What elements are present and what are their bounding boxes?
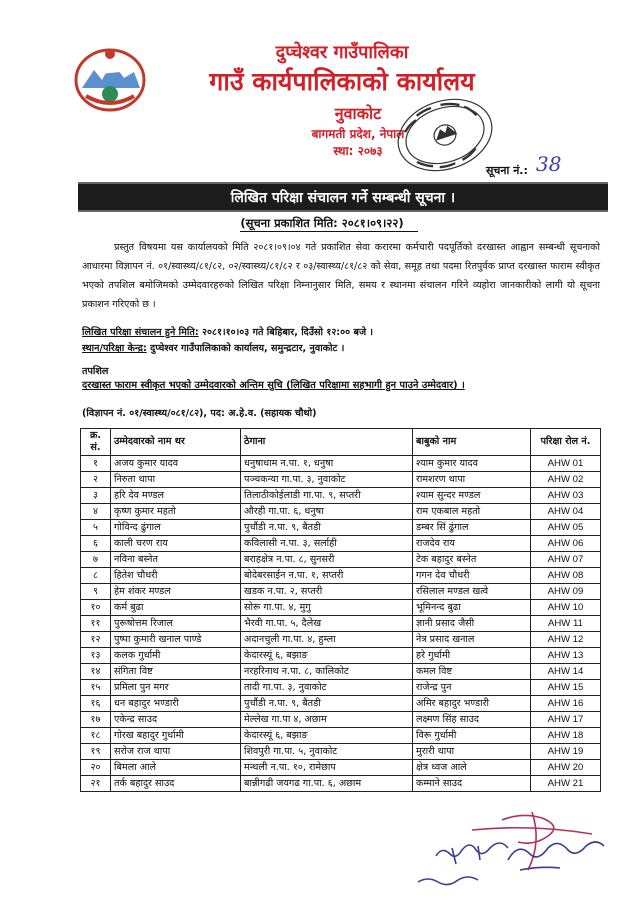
cell-father-name: श्याम सुन्दर मण्डल — [413, 488, 531, 504]
cell-name: हेम शंकर मण्डल — [111, 584, 241, 600]
office-seal-stamp — [390, 90, 500, 180]
cell-address: औरही गा.पा. ६, धनुषा — [241, 504, 413, 520]
cell-roll-number: AHW 14 — [531, 664, 601, 680]
table-row — [81, 456, 601, 472]
cell-name: कलक गुर्धामी — [111, 648, 241, 664]
table-row — [81, 648, 601, 664]
cell-father-name: कमल विष्ट — [413, 664, 531, 680]
advertisement-line: (विज्ञापन नं. ०१/स्वास्थ्य/०८१/८२), पद: अ.हे.व. (सहायक चौथो) — [82, 408, 317, 419]
table-row — [81, 520, 601, 536]
cell-roll-number: AHW 10 — [531, 600, 601, 616]
notice-number-label: सूचना नं.: — [486, 164, 528, 177]
cell-father-name: कम्माने साउद — [413, 776, 531, 792]
schedule-heading: तपशिल — [82, 366, 109, 377]
cell-sn: ११ — [81, 616, 111, 632]
col-header-address: ठेगाना — [241, 429, 413, 456]
table-row — [81, 568, 601, 584]
office-name: गाउँ कार्यपालिकाको कार्यालय — [209, 67, 475, 96]
cell-roll-number: AHW 03 — [531, 488, 601, 504]
cell-father-name: ज्ञानी प्रसाद जैसी — [413, 616, 531, 632]
cell-name: कृष्ण कुमार महतो — [111, 504, 241, 520]
cell-roll-number: AHW 21 — [531, 776, 601, 792]
municipality-name: दुप्चेश्वर गाउँपालिका — [275, 42, 409, 63]
cell-address: अदानचुली गा.पा. ४, हुम्ला — [241, 632, 413, 648]
cell-sn: १ — [81, 456, 111, 472]
cell-sn: ७ — [81, 552, 111, 568]
table-row — [81, 600, 601, 616]
cell-address: मेल्लेख गा.पा ४, अछाम — [241, 712, 413, 728]
table-row — [81, 744, 601, 760]
cell-sn: ९ — [81, 584, 111, 600]
cell-sn: २१ — [81, 776, 111, 792]
cell-sn: १८ — [81, 728, 111, 744]
table-row — [81, 696, 601, 712]
col-header-roll: परिक्षा रोल नं. — [531, 429, 601, 456]
cell-father-name: रसिलाल मण्डल खत्वे — [413, 584, 531, 600]
candidate-list-title: दरखास्त फाराम स्वीकृत भएको उम्मेदवारको अन्तिम सुचि (लिखित परिक्षामा सहभागी हुन पाउने उम्मेदवार) । — [82, 380, 465, 391]
cell-name: गोविन्द ढुंगाल — [111, 520, 241, 536]
notice-number-value: 38 — [536, 152, 562, 176]
table-row — [81, 504, 601, 520]
cell-name: पुष्पा कुमारी खनाल पाण्डे — [111, 632, 241, 648]
cell-father-name: भूमिनन्द बुढा — [413, 600, 531, 616]
cell-roll-number: AHW 09 — [531, 584, 601, 600]
cell-father-name: राम एकबाल महतो — [413, 504, 531, 520]
cell-roll-number: AHW 12 — [531, 632, 601, 648]
cell-roll-number: AHW 01 — [531, 456, 601, 472]
handwritten-signature — [412, 790, 612, 900]
candidate-table — [80, 428, 601, 792]
table-row — [81, 488, 601, 504]
cell-name: नविना बस्नेत — [111, 552, 241, 568]
cell-sn: ३ — [81, 488, 111, 504]
cell-sn: १४ — [81, 664, 111, 680]
cell-address: कविलासी न.पा. ३, सर्लाही — [241, 536, 413, 552]
table-row — [81, 552, 601, 568]
notice-title: लिखित परिक्षा संचालन गर्ने सम्बन्धी सूचना । — [230, 189, 456, 206]
cell-father-name: विरू गुर्धामी — [413, 728, 531, 744]
cell-roll-number: AHW 15 — [531, 680, 601, 696]
cell-name: काली चरण राय — [111, 536, 241, 552]
cell-roll-number: AHW 06 — [531, 536, 601, 552]
cell-address: केदारस्यूं ६, बझाङ — [241, 728, 413, 744]
cell-address: पञ्चकन्या गा.पा. ३, नुवाकोट — [241, 472, 413, 488]
province-name: बागमती प्रदेश, नेपाल — [311, 127, 405, 141]
cell-father-name: लक्ष्मण सिंह साउद — [413, 712, 531, 728]
cell-name: निरुता थापा — [111, 472, 241, 488]
cell-name: कर्म बुढा — [111, 600, 241, 616]
district-name: नुवाकोट — [334, 104, 382, 123]
cell-sn: १३ — [81, 648, 111, 664]
cell-address: बराहक्षेत्र न.पा. ८, सुनसरी — [241, 552, 413, 568]
col-header-name: उम्मेदवारको नाम थर — [111, 429, 241, 456]
cell-father-name: नेत्र प्रसाद खनाल — [413, 632, 531, 648]
cell-name: तर्क बहादुर साउद — [111, 776, 241, 792]
cell-father-name: रामशरण थापा — [413, 472, 531, 488]
cell-father-name: टेक बहादुर बस्नेत — [413, 552, 531, 568]
exam-date-label: लिखित परिक्षा संचालन हुने मिति: — [82, 327, 199, 338]
established-year: स्था: २०७३ — [333, 144, 383, 158]
cell-address: नरहरिनाथ न.पा. ८, कालिकोट — [241, 664, 413, 680]
table-row — [81, 760, 601, 776]
cell-name: बिमला आले — [111, 760, 241, 776]
cell-roll-number: AHW 07 — [531, 552, 601, 568]
cell-address: सोरू गा.पा. ४, मुगु — [241, 600, 413, 616]
cell-sn: १० — [81, 600, 111, 616]
cell-roll-number: AHW 20 — [531, 760, 601, 776]
cell-roll-number: AHW 05 — [531, 520, 601, 536]
cell-sn: ५ — [81, 520, 111, 536]
cell-sn: १५ — [81, 680, 111, 696]
cell-sn: १६ — [81, 696, 111, 712]
cell-name: सरोज राज थापा — [111, 744, 241, 760]
table-row — [81, 728, 601, 744]
cell-name: हरि देव मण्डल — [111, 488, 241, 504]
exam-venue-label: स्थान/परिक्षा केन्द्र: — [82, 343, 147, 354]
cell-address: बान्नीगढी जयगढ गा.पा. ६, अछाम — [241, 776, 413, 792]
published-date: (सूचना प्रकाशित मिति: २०८१।०९।२२) — [240, 216, 404, 230]
cell-address: तादी गा.पा. ३, नुवाकोट — [241, 680, 413, 696]
table-row — [81, 584, 601, 600]
cell-sn: २ — [81, 472, 111, 488]
cell-father-name: श्याम कुमार यादव — [413, 456, 531, 472]
cell-name: अजय कुमार यादव — [111, 456, 241, 472]
cell-sn: २० — [81, 760, 111, 776]
cell-father-name: राजदेव राय — [413, 536, 531, 552]
cell-name: संगिता विष्ट — [111, 664, 241, 680]
intro-paragraph: प्रस्तुत विषयमा यस कार्यालयको मिति २०८१।०९।०४ गते प्रकाशित सेवा करारमा कर्मचारी पदपूर्तिको दरखास्त आह्वान सम्बन्धी सूचनाको आधारमा विज्ञापन नं. ०१/स्वास्थ्य/८१/८२, ०२/स्वास्थ्य/८१/८२ र ०३/स्वास्थ्य/८१/८२ को सेवा, समूह तथा पदमा रितपुर्वक प्राप्त दरखास्त फाराम स्वीकृत भएको तपशिल बमोजिमको उम्मेदवारहरुको लिखित परिक्षा निम्नानुसार मिति, समय र स्थानमा संचालन गरिने व्यहोरा जानकारीको लागी यो सूचना प्रकाशन गरिएको छ । — [82, 242, 600, 310]
cell-sn: १२ — [81, 632, 111, 648]
col-header-father: बाबुको नाम — [413, 429, 531, 456]
cell-name: धन बहादुर भण्डारी — [111, 696, 241, 712]
cell-roll-number: AHW 02 — [531, 472, 601, 488]
table-row — [81, 712, 601, 728]
cell-father-name: अमिर बहादुर भण्डारी — [413, 696, 531, 712]
table-row — [81, 680, 601, 696]
table-row — [81, 616, 601, 632]
notice-title-bar — [78, 182, 608, 212]
cell-name: एकेन्द्र साउद — [111, 712, 241, 728]
cell-father-name: क्षेत्र ध्वज आले — [413, 760, 531, 776]
table-row — [81, 536, 601, 552]
cell-roll-number: AHW 17 — [531, 712, 601, 728]
cell-name: गोरख बहादुर गुर्धामी — [111, 728, 241, 744]
cell-address: बोदेबरसाईन न.पा. १, सप्तरी — [241, 568, 413, 584]
cell-name: प्रमिला पुन मगर — [111, 680, 241, 696]
cell-father-name: डम्बर सिं ढुंगाल — [413, 520, 531, 536]
table-header-row — [81, 429, 601, 456]
cell-address: शिवपुरी गा.पा. ५, नुवाकोट — [241, 744, 413, 760]
table-row — [81, 472, 601, 488]
cell-address: भैरवी गा.पा. ५, दैलेख — [241, 616, 413, 632]
cell-roll-number: AHW 04 — [531, 504, 601, 520]
cell-roll-number: AHW 18 — [531, 728, 601, 744]
exam-date-value: २०८१।१०।०३ गते बिहिबार, दिउँसो १२:०० बजे । — [198, 327, 374, 338]
cell-roll-number: AHW 19 — [531, 744, 601, 760]
candidate-table-body — [81, 456, 601, 792]
cell-name: हितेश चौधरी — [111, 568, 241, 584]
cell-name: पुरूषोत्तम रिजाल — [111, 616, 241, 632]
published-date-underline — [240, 231, 418, 232]
cell-roll-number: AHW 13 — [531, 648, 601, 664]
table-row — [81, 632, 601, 648]
cell-address: खडक न.पा. २, सप्तरी — [241, 584, 413, 600]
cell-address: तिलाठीकोईलाडी गा.पा. ९, सप्तरी — [241, 488, 413, 504]
exam-venue-line — [82, 339, 600, 358]
table-row — [81, 664, 601, 680]
cell-roll-number: AHW 16 — [531, 696, 601, 712]
col-header-sn: क्र. सं. — [81, 429, 111, 456]
cell-sn: ८ — [81, 568, 111, 584]
cell-father-name: हरे गुर्धामी — [413, 648, 531, 664]
cell-father-name: मुरारी थापा — [413, 744, 531, 760]
exam-venue-value: दुप्चेश्वर गाउँपालिकाको कार्यालय, समुन्द्रटार, नुवाकोट । — [146, 343, 345, 354]
cell-father-name: राजेन्द्र पुन — [413, 680, 531, 696]
cell-roll-number: AHW 08 — [531, 568, 601, 584]
cell-address: केदारस्यूं ६, बझाङ — [241, 648, 413, 664]
cell-address: पुर्चौडी न.पा. ९, बैतडी — [241, 696, 413, 712]
cell-address: मन्थली न.पा. १०, रामेछाप — [241, 760, 413, 776]
cell-roll-number: AHW 11 — [531, 616, 601, 632]
cell-sn: ४ — [81, 504, 111, 520]
cell-sn: ६ — [81, 536, 111, 552]
cell-address: धनुषाधाम न.पा. १, धनुषा — [241, 456, 413, 472]
cell-sn: १९ — [81, 744, 111, 760]
cell-sn: १७ — [81, 712, 111, 728]
cell-father-name: गगन देव चौधरी — [413, 568, 531, 584]
cell-address: पुर्चौडी न.पा. ९, बैतडी — [241, 520, 413, 536]
